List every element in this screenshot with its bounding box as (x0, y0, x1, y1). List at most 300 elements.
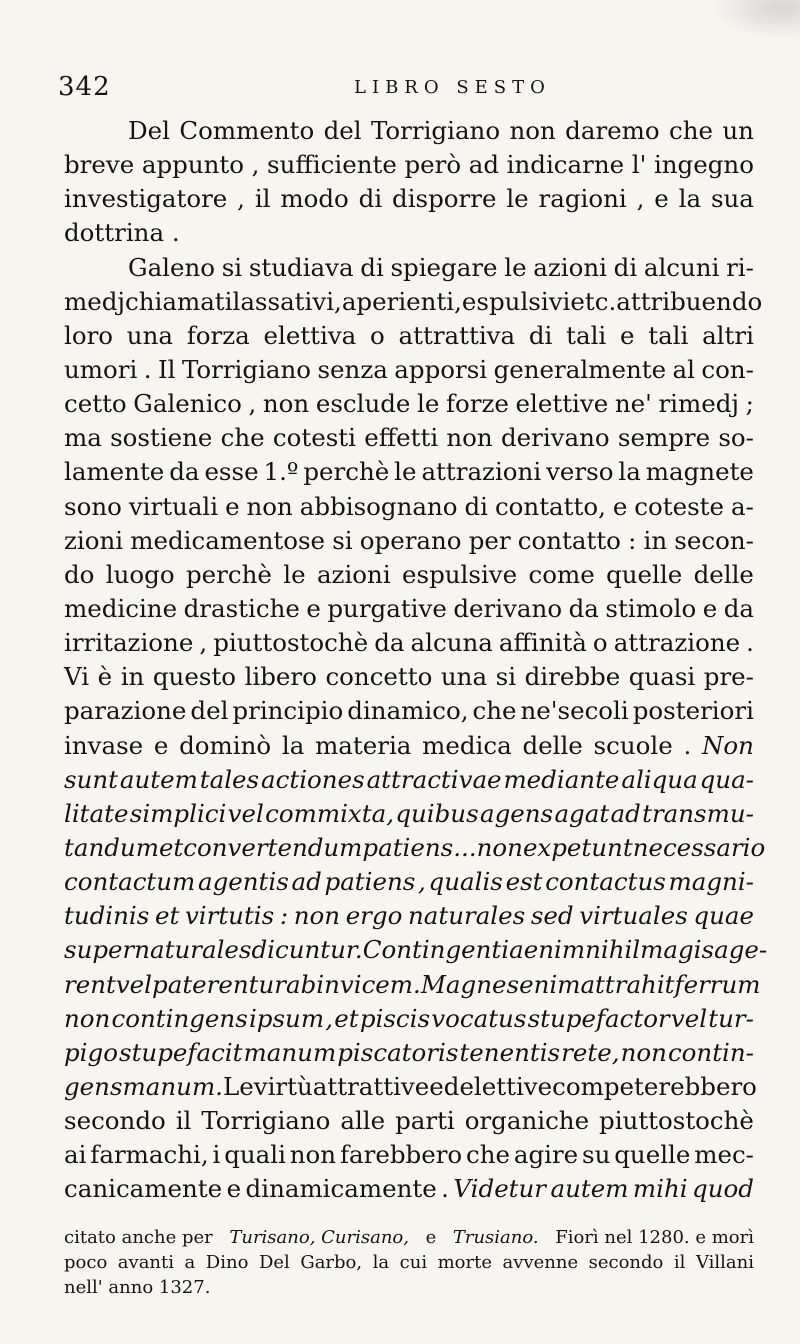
word: naturales (407, 901, 526, 931)
word: forza (186, 320, 250, 350)
word: dinamicamente (245, 1174, 437, 1204)
word: e (225, 491, 240, 521)
word: ai (64, 1140, 87, 1170)
word: sua (710, 184, 754, 214)
word: farebbero (339, 1140, 463, 1170)
word: virtuali (128, 491, 219, 521)
text-line (64, 285, 763, 319)
word: sunt (64, 764, 118, 794)
word: che (220, 423, 265, 453)
word: sempre (617, 423, 711, 453)
word: dicuntur. (251, 935, 363, 965)
text-line (64, 251, 754, 285)
word: stimolo (605, 593, 697, 623)
word: parazione (64, 696, 187, 726)
word: le (506, 184, 529, 214)
word: o (370, 320, 385, 350)
word: attrattiva (398, 320, 516, 350)
word: apporsi (394, 354, 488, 384)
text-line (64, 865, 754, 899)
word: piuttostochè (213, 628, 369, 658)
word: ne' (614, 389, 652, 419)
word: ab (286, 969, 317, 999)
word: disporre (392, 184, 497, 214)
word: Torrigiano (370, 116, 501, 145)
word: contactum (64, 867, 196, 897)
text-line (64, 899, 754, 933)
word: non (246, 491, 293, 521)
word: et (158, 832, 184, 862)
text-line (64, 182, 754, 216)
word: breve (64, 150, 135, 180)
word: sufficiente (267, 150, 397, 180)
word: e (153, 730, 169, 760)
word: lamente (64, 457, 165, 487)
word: sono (64, 491, 122, 521)
word: medicine (64, 593, 178, 623)
text-line (64, 592, 754, 626)
word: , (325, 1003, 334, 1033)
text-line (64, 148, 754, 182)
word: Le (222, 1071, 254, 1101)
word: la (281, 730, 305, 760)
text-line (64, 1138, 754, 1172)
word: non (620, 1037, 667, 1067)
word: tali (566, 320, 607, 350)
footnote-text: poco avanti a Dino Del Garbo, la cui morte avvenne secondo il Villani (64, 1252, 754, 1273)
word: derivano (453, 593, 563, 623)
word: chiamati (125, 286, 233, 316)
word: umori (64, 354, 138, 384)
footnote-name: Trusiano. (452, 1227, 539, 1248)
text-line (64, 490, 754, 524)
word: enim (519, 969, 581, 999)
word: litate (64, 798, 129, 828)
word: affinità (498, 628, 587, 658)
word: dinamico, (347, 696, 469, 726)
word: attrazioni (421, 457, 542, 487)
word: al (672, 354, 695, 384)
word: le (504, 252, 527, 282)
word: virtù (253, 1071, 313, 1101)
word: Il (157, 354, 176, 384)
word: altri (702, 320, 754, 350)
word: di (528, 320, 553, 350)
word: azioni (533, 252, 607, 282)
word: zioni (64, 525, 124, 555)
word: contingens (111, 1003, 248, 1033)
word: enim (523, 935, 586, 965)
word: magni- (668, 867, 754, 897)
word: piscatoris (337, 1037, 459, 1067)
word: magnete (645, 457, 754, 487)
word: Commento (179, 116, 315, 145)
word: secon- (674, 525, 754, 555)
word: magis (640, 935, 715, 965)
word: delle (522, 730, 583, 760)
word: et (334, 1003, 359, 1033)
footnote-text: nell' anno 1327. (64, 1277, 211, 1298)
main-text (64, 114, 768, 1207)
word: canicamente (64, 1174, 223, 1204)
word: quasi (628, 662, 696, 692)
word: , (248, 389, 257, 419)
word: senza (317, 354, 388, 384)
word: una (440, 662, 488, 692)
word: piscis (359, 1003, 431, 1033)
word: vel (115, 969, 153, 999)
word: derivano (500, 423, 610, 453)
word: medicamentose (130, 525, 326, 555)
word: in (643, 525, 668, 555)
word: posteriori (632, 696, 754, 726)
word: aperienti, (341, 286, 462, 316)
word: non (262, 389, 310, 419)
word: le (394, 457, 417, 487)
word: etc. (570, 286, 617, 316)
word: , (199, 628, 208, 658)
word: irritazione (64, 628, 194, 658)
text-line (64, 1036, 754, 1070)
word: sostiene (110, 423, 213, 453)
word: effetti (364, 423, 439, 453)
word: ferrum (674, 969, 761, 999)
word: non (509, 116, 556, 145)
word: ad (291, 867, 322, 897)
word: non (446, 423, 493, 453)
word: qualis (428, 867, 503, 897)
word: ipsum (248, 1003, 325, 1033)
word: convertendum (183, 832, 363, 862)
word: cotesti (272, 423, 356, 453)
text-line (64, 319, 754, 353)
word: : (279, 901, 289, 931)
word: libero (244, 662, 317, 692)
word: 1.º (263, 457, 299, 487)
word: e (226, 1174, 242, 1204)
word: commixta, (265, 798, 394, 828)
word: il (175, 1106, 192, 1136)
word: le (283, 559, 306, 589)
footnote-text: Fiorì nel 1280. e morì (555, 1227, 754, 1248)
word: tandum (64, 832, 159, 862)
word: vel (670, 1003, 708, 1033)
word: mec- (694, 1140, 754, 1170)
text-line (64, 1070, 757, 1104)
word: rimedj (658, 389, 740, 419)
word: : (628, 525, 637, 555)
word: ragioni (538, 184, 627, 214)
word: tur- (708, 1003, 754, 1033)
word: virtuales (579, 901, 688, 931)
word: piuttostochè (599, 1106, 754, 1136)
word: ed (429, 1071, 460, 1101)
word: lassativi, (232, 286, 342, 316)
word: mediante (503, 764, 620, 794)
word: , (251, 150, 260, 180)
word: la (618, 457, 641, 487)
word: perchè (185, 559, 272, 589)
word: Del (128, 116, 170, 145)
word: coteste (634, 491, 725, 521)
word: Contingentia (362, 935, 524, 965)
word: ad (610, 798, 641, 828)
word: , (237, 184, 245, 214)
footnote-text: e (425, 1227, 437, 1248)
word: invicem. (316, 969, 421, 999)
word: direbbe (524, 662, 621, 692)
word: per (468, 525, 511, 555)
word: . (441, 1174, 449, 1204)
word: agire (513, 1140, 579, 1170)
word: . (143, 354, 152, 384)
text-line (64, 933, 768, 967)
word: la (678, 184, 702, 214)
word: da (169, 457, 200, 487)
word: investigatore (64, 184, 228, 214)
word: di (358, 184, 383, 214)
word: qua- (699, 764, 754, 794)
word: elettiva (263, 320, 357, 350)
word: farmachi, (90, 1140, 209, 1170)
word: attractivae (366, 764, 502, 794)
word: quelle (614, 1140, 691, 1170)
word: è (97, 662, 113, 692)
word: e (612, 491, 628, 521)
text-line (64, 524, 754, 558)
word: espulsivi (461, 286, 571, 316)
word: manum (243, 1037, 337, 1067)
word: agat (554, 798, 610, 828)
word: attribuendo (616, 286, 763, 316)
word: appunto (141, 150, 244, 180)
word: alcuna (410, 628, 493, 658)
word: mihi (632, 1174, 688, 1204)
word: e (306, 593, 321, 623)
word: una (126, 320, 173, 350)
word: actiones (261, 764, 365, 794)
word: che (472, 696, 517, 726)
word: purgative (327, 593, 447, 623)
word: perchè (303, 457, 390, 487)
text-line (64, 968, 761, 1002)
word: drastiche (183, 593, 300, 623)
word: Torrigiano (181, 354, 312, 384)
word: come (528, 559, 595, 589)
word: ... (453, 832, 477, 862)
word: espulsive (402, 559, 518, 589)
word: agens (479, 798, 554, 828)
word: vocatus (431, 1003, 527, 1033)
word: spiegare (390, 252, 498, 282)
word: del (190, 696, 229, 726)
word: attrazione (613, 628, 741, 658)
word: generalmente (493, 354, 667, 384)
word: , (418, 867, 426, 897)
word: un (722, 116, 754, 145)
word: delle (693, 559, 754, 589)
word: di (613, 252, 638, 282)
word: quibus (395, 798, 479, 828)
word: rete, (561, 1037, 620, 1067)
footnote-text: citato anche per (64, 1227, 213, 1248)
line-text: dottrina . (64, 218, 180, 248)
word: Videtur (453, 1174, 547, 1204)
word: necessario (632, 832, 766, 862)
word: competerebbero (552, 1071, 757, 1101)
word: vel (227, 798, 264, 828)
word: invase (64, 730, 144, 760)
word: tales (199, 764, 260, 794)
word: agentis (197, 867, 289, 897)
text-line (64, 1172, 754, 1206)
word: che (466, 1140, 510, 1170)
word: aliqua (621, 764, 698, 794)
word: tudinis (64, 901, 150, 931)
word: non (64, 1003, 111, 1033)
text-line (64, 797, 754, 831)
word: supernaturales (64, 935, 252, 965)
word: tali (648, 320, 689, 350)
word: . (683, 730, 692, 760)
word: Galenico (133, 389, 242, 419)
word: Vi (64, 662, 90, 692)
word: si (221, 252, 243, 282)
word: daremo (565, 116, 660, 145)
text-line (64, 763, 754, 797)
word: sed (530, 901, 574, 931)
word: elettive (515, 389, 609, 419)
footnote-names: Turisano, Curisano, (229, 1227, 409, 1248)
word: . (746, 628, 754, 658)
word: Non (701, 730, 754, 760)
word: e (619, 320, 635, 350)
word: luogo (105, 559, 175, 589)
word: attrahit (580, 969, 675, 999)
word: rent (64, 969, 116, 999)
word: scuole (593, 730, 673, 760)
word: di (360, 252, 384, 282)
word: forze (445, 389, 509, 419)
paper-smudge (710, 0, 800, 40)
word: patiens (362, 832, 454, 862)
word: non (476, 832, 523, 862)
text-line (64, 421, 754, 455)
word: operano (359, 525, 462, 555)
word: dominò (179, 730, 272, 760)
word: l' (631, 150, 647, 180)
word: parti (395, 1106, 455, 1136)
word: il (254, 184, 271, 214)
word: ri- (726, 252, 754, 282)
word: i (212, 1140, 221, 1170)
word: alcuni (643, 252, 720, 282)
word: ; (745, 389, 754, 419)
text-line (64, 114, 754, 148)
text-line (64, 353, 754, 387)
word: modo (280, 184, 349, 214)
word: ma (64, 423, 102, 453)
word: e (654, 184, 669, 214)
word: da (374, 628, 405, 658)
word: organiche (464, 1106, 590, 1136)
text-line (64, 558, 754, 592)
word: stupefactor (527, 1003, 670, 1033)
word: contin- (667, 1037, 754, 1067)
word: tenentis (459, 1037, 561, 1067)
word: e (702, 593, 718, 623)
word: principio (232, 696, 344, 726)
word: simplici (129, 798, 227, 828)
word: non (293, 901, 341, 931)
word: questo (152, 662, 237, 692)
word: però (404, 150, 462, 180)
word: Galeno (128, 252, 216, 282)
word: pre- (703, 662, 754, 692)
running-title: LIBRO SESTO (354, 77, 551, 98)
text-line (64, 729, 754, 763)
word: esclude (315, 389, 411, 419)
word: transmu- (642, 798, 754, 828)
word: Torrigiano (201, 1106, 331, 1136)
page-number: 342 (58, 72, 111, 102)
word: materia (315, 730, 412, 760)
word: esse (204, 457, 259, 487)
word: quod (692, 1174, 754, 1204)
word: verso (546, 457, 614, 487)
word: ne'secoli (520, 696, 629, 726)
word: paterentur (152, 969, 286, 999)
word: contatto (517, 525, 621, 555)
word: ergo (345, 901, 403, 931)
word: non (289, 1140, 337, 1170)
word: age- (714, 935, 768, 965)
word: cetto (64, 389, 127, 419)
word: quali (224, 1140, 286, 1170)
word: si (332, 525, 353, 555)
word: loro (64, 320, 114, 350)
word: autem (119, 764, 198, 794)
word: o (592, 628, 608, 658)
word: le (417, 389, 440, 419)
text-line (64, 626, 754, 660)
word: in (120, 662, 145, 692)
word: so- (718, 423, 754, 453)
word: medj (64, 286, 126, 316)
text-line (64, 216, 754, 250)
word: abbisognano (299, 491, 458, 521)
word: ingegno (653, 150, 754, 180)
footnote (64, 1225, 754, 1300)
word: medica (422, 730, 512, 760)
word: attrattive (312, 1071, 430, 1101)
word: alle (340, 1106, 386, 1136)
word: gens (64, 1071, 123, 1101)
word: est (505, 867, 543, 897)
word: , (636, 184, 645, 214)
word: quae (693, 901, 754, 931)
word: con- (701, 354, 754, 384)
word: manum. (122, 1071, 223, 1101)
word: a- (730, 491, 754, 521)
word: si (495, 662, 517, 692)
word: studiava (248, 252, 354, 282)
word: stupefacit (119, 1037, 243, 1067)
word: che (669, 116, 714, 145)
word: azioni (316, 559, 391, 589)
word: concetto (325, 662, 433, 692)
word: di (464, 491, 488, 521)
